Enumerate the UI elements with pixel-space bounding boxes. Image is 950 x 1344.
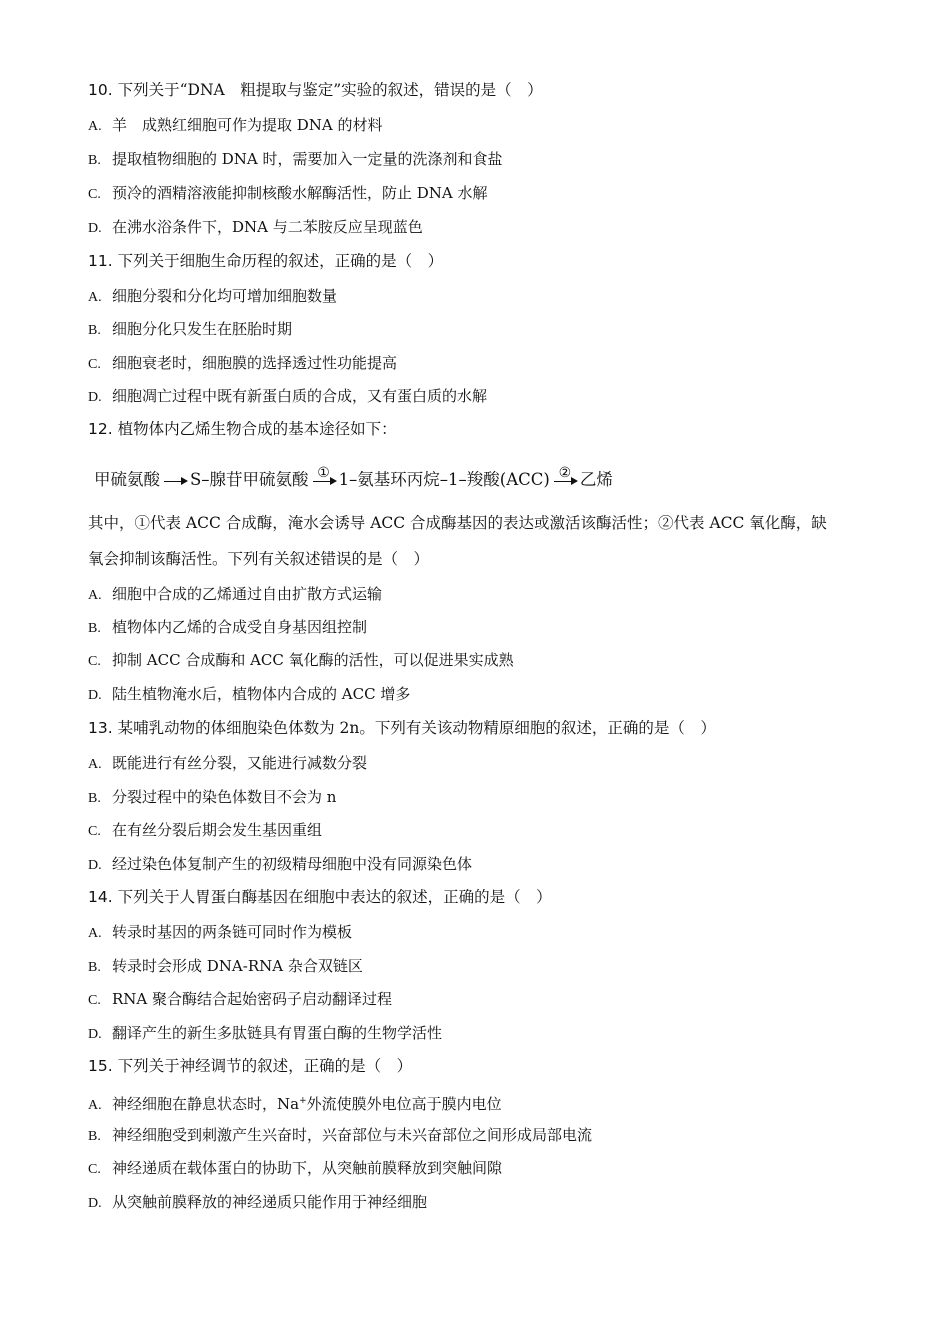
option-text: 细胞中合成的乙烯通过自由扩散方式运输 bbox=[112, 585, 383, 603]
option-text: 植物体内乙烯的合成受自身基因组控制 bbox=[112, 618, 368, 636]
question-14-option-c bbox=[88, 989, 392, 1011]
question-10-option-d bbox=[88, 217, 423, 239]
question-12-paragraph-line-1: 其中，①代表 ACC 合成酶，淹水会诱导 ACC 合成酶基因的表达或激活该酶活性；②代表 ACC 氧化酶，缺 bbox=[88, 514, 827, 532]
question-text: 某哺乳动物的体细胞染色体数为 2n。下列有关该动物精原细胞的叙述，正确的是（ ） bbox=[117, 719, 716, 737]
question-number: 10. bbox=[88, 81, 113, 99]
pathway-arrow-icon bbox=[554, 465, 576, 490]
option-text: 神经递质在载体蛋白的协助下，从突触前膜释放到突触间隙 bbox=[112, 1159, 503, 1177]
option-letter: D. bbox=[88, 858, 102, 873]
option-text: 神经细胞在静息状态时，Na bbox=[112, 1095, 300, 1113]
pathway-step-methionine: 甲硫氨酸 bbox=[94, 470, 160, 489]
option-text: 羊 成熟红细胞可作为提取 DNA 的材料 bbox=[112, 116, 383, 134]
question-12-option-a bbox=[88, 584, 382, 606]
enzyme-label-1: ① bbox=[317, 464, 330, 481]
option-text: 细胞凋亡过程中既有新蛋白质的合成，又有蛋白质的水解 bbox=[112, 387, 488, 405]
superscript-plus: + bbox=[299, 1096, 307, 1106]
option-text: 细胞衰老时，细胞膜的选择透过性功能提高 bbox=[112, 354, 398, 372]
question-12-option-b bbox=[88, 617, 367, 639]
option-letter: B. bbox=[88, 621, 101, 636]
pathway-arrow-icon bbox=[313, 465, 335, 490]
option-letter: C. bbox=[88, 993, 101, 1008]
option-text: 预冷的酒精溶液能抑制核酸水解酶活性，防止 DNA 水解 bbox=[112, 184, 488, 202]
question-number: 12. bbox=[88, 420, 113, 438]
question-12-paragraph-line-2: 氧会抑制该酶活性。下列有关叙述错误的是（ ） bbox=[88, 550, 430, 568]
pathway-step-acc: 1–氨基环丙烷–1–羧酸(ACC) bbox=[338, 470, 550, 489]
option-text: 转录时会形成 DNA-RNA 杂合双链区 bbox=[112, 957, 363, 975]
question-10-option-b bbox=[88, 149, 503, 171]
enzyme-label-2: ② bbox=[558, 464, 572, 481]
question-11-option-b bbox=[88, 319, 292, 341]
question-number: 15. bbox=[88, 1057, 113, 1075]
question-11-option-c bbox=[88, 353, 397, 375]
question-13-option-d bbox=[88, 854, 472, 876]
question-15-option-d bbox=[88, 1192, 427, 1214]
question-13-option-c bbox=[88, 820, 322, 842]
pathway-step-sam: S–腺苷甲硫氨酸 bbox=[190, 470, 309, 489]
question-text: 植物体内乙烯生物合成的基本途径如下： bbox=[117, 420, 397, 438]
question-text: 下列关于细胞生命历程的叙述，正确的是（ ） bbox=[117, 252, 444, 270]
option-text: 细胞分裂和分化均可增加细胞数量 bbox=[112, 287, 338, 305]
option-letter: C. bbox=[88, 187, 101, 202]
pathway-step-ethylene: 乙烯 bbox=[579, 470, 613, 489]
question-13-option-a bbox=[88, 753, 367, 775]
option-letter: A. bbox=[88, 926, 102, 941]
question-10-option-a bbox=[88, 115, 383, 137]
question-11-option-d bbox=[88, 386, 487, 408]
question-number: 11. bbox=[88, 252, 113, 270]
option-letter: C. bbox=[88, 654, 101, 669]
option-text: 神经细胞受到刺激产生兴奋时，兴奋部位与未兴奋部位之间形成局部电流 bbox=[112, 1126, 593, 1144]
question-12-option-c bbox=[88, 650, 514, 672]
option-letter: C. bbox=[88, 1162, 101, 1177]
option-letter: B. bbox=[88, 1129, 101, 1144]
option-letter: D. bbox=[88, 1027, 102, 1042]
option-letter: B. bbox=[88, 960, 101, 975]
question-text: 下列关于神经调节的叙述，正确的是（ ） bbox=[117, 1057, 413, 1075]
option-text: 在有丝分裂后期会发生基因重组 bbox=[112, 821, 323, 839]
option-letter: D. bbox=[88, 221, 102, 236]
ethylene-pathway-equation bbox=[94, 454, 613, 490]
option-letter: A. bbox=[88, 290, 102, 305]
question-12-option-d bbox=[88, 684, 410, 706]
option-text: 细胞分化只发生在胚胎时期 bbox=[112, 320, 293, 338]
question-text: 下列关于人胃蛋白酶基因在细胞中表达的叙述，正确的是（ ） bbox=[117, 888, 552, 906]
option-text-continued: 外流使膜外电位高于膜内电位 bbox=[306, 1095, 502, 1113]
question-14-stem bbox=[88, 887, 552, 907]
question-10-stem bbox=[88, 80, 543, 100]
question-12-stem bbox=[88, 419, 397, 439]
question-14-option-b bbox=[88, 956, 363, 978]
option-text: RNA 聚合酶结合起始密码子启动翻译过程 bbox=[112, 990, 393, 1008]
option-text: 抑制 ACC 合成酶和 ACC 氧化酶的活性，可以促进果实成熟 bbox=[112, 651, 514, 669]
option-letter: A. bbox=[88, 588, 102, 603]
option-letter: C. bbox=[88, 357, 101, 372]
option-letter: B. bbox=[88, 791, 101, 806]
option-letter: D. bbox=[88, 390, 102, 405]
question-15-stem bbox=[88, 1056, 412, 1076]
option-letter: A. bbox=[88, 1098, 102, 1113]
question-number: 13. bbox=[88, 719, 113, 737]
question-14-option-a bbox=[88, 922, 352, 944]
option-text: 从突触前膜释放的神经递质只能作用于神经细胞 bbox=[112, 1193, 428, 1211]
pathway-arrow-icon bbox=[164, 465, 186, 490]
option-letter: C. bbox=[88, 824, 101, 839]
question-15-option-c bbox=[88, 1158, 502, 1180]
question-13-stem bbox=[88, 718, 716, 738]
question-14-option-d bbox=[88, 1023, 442, 1045]
option-letter: A. bbox=[88, 119, 102, 134]
option-letter: B. bbox=[88, 153, 101, 168]
option-letter: B. bbox=[88, 323, 101, 338]
option-text: 转录时基因的两条链可同时作为模板 bbox=[112, 923, 353, 941]
option-letter: D. bbox=[88, 1196, 102, 1211]
question-15-option-b bbox=[88, 1125, 592, 1147]
option-text: 经过染色体复制产生的初级精母细胞中没有同源染色体 bbox=[112, 855, 473, 873]
question-number: 14. bbox=[88, 888, 113, 906]
option-text: 陆生植物淹水后，植物体内合成的 ACC 增多 bbox=[112, 685, 411, 703]
question-13-option-b bbox=[88, 787, 336, 809]
question-11-stem bbox=[88, 251, 443, 271]
question-15-option-a bbox=[88, 1091, 502, 1116]
option-text: 分裂过程中的染色体数目不会为 n bbox=[112, 788, 337, 806]
option-letter: D. bbox=[88, 688, 102, 703]
question-11-option-a bbox=[88, 286, 337, 308]
option-text: 提取植物细胞的 DNA 时，需要加入一定量的洗涤剂和食盐 bbox=[112, 150, 503, 168]
question-text: 下列关于“DNA 粗提取与鉴定”实验的叙述，错误的是（ ） bbox=[117, 81, 543, 99]
option-letter: A. bbox=[88, 757, 102, 772]
option-text: 翻译产生的新生多肽链具有胃蛋白酶的生物学活性 bbox=[112, 1024, 443, 1042]
option-text: 在沸水浴条件下，DNA 与二苯胺反应呈现蓝色 bbox=[112, 218, 423, 236]
question-10-option-c bbox=[88, 183, 488, 205]
option-text: 既能进行有丝分裂，又能进行减数分裂 bbox=[112, 754, 368, 772]
